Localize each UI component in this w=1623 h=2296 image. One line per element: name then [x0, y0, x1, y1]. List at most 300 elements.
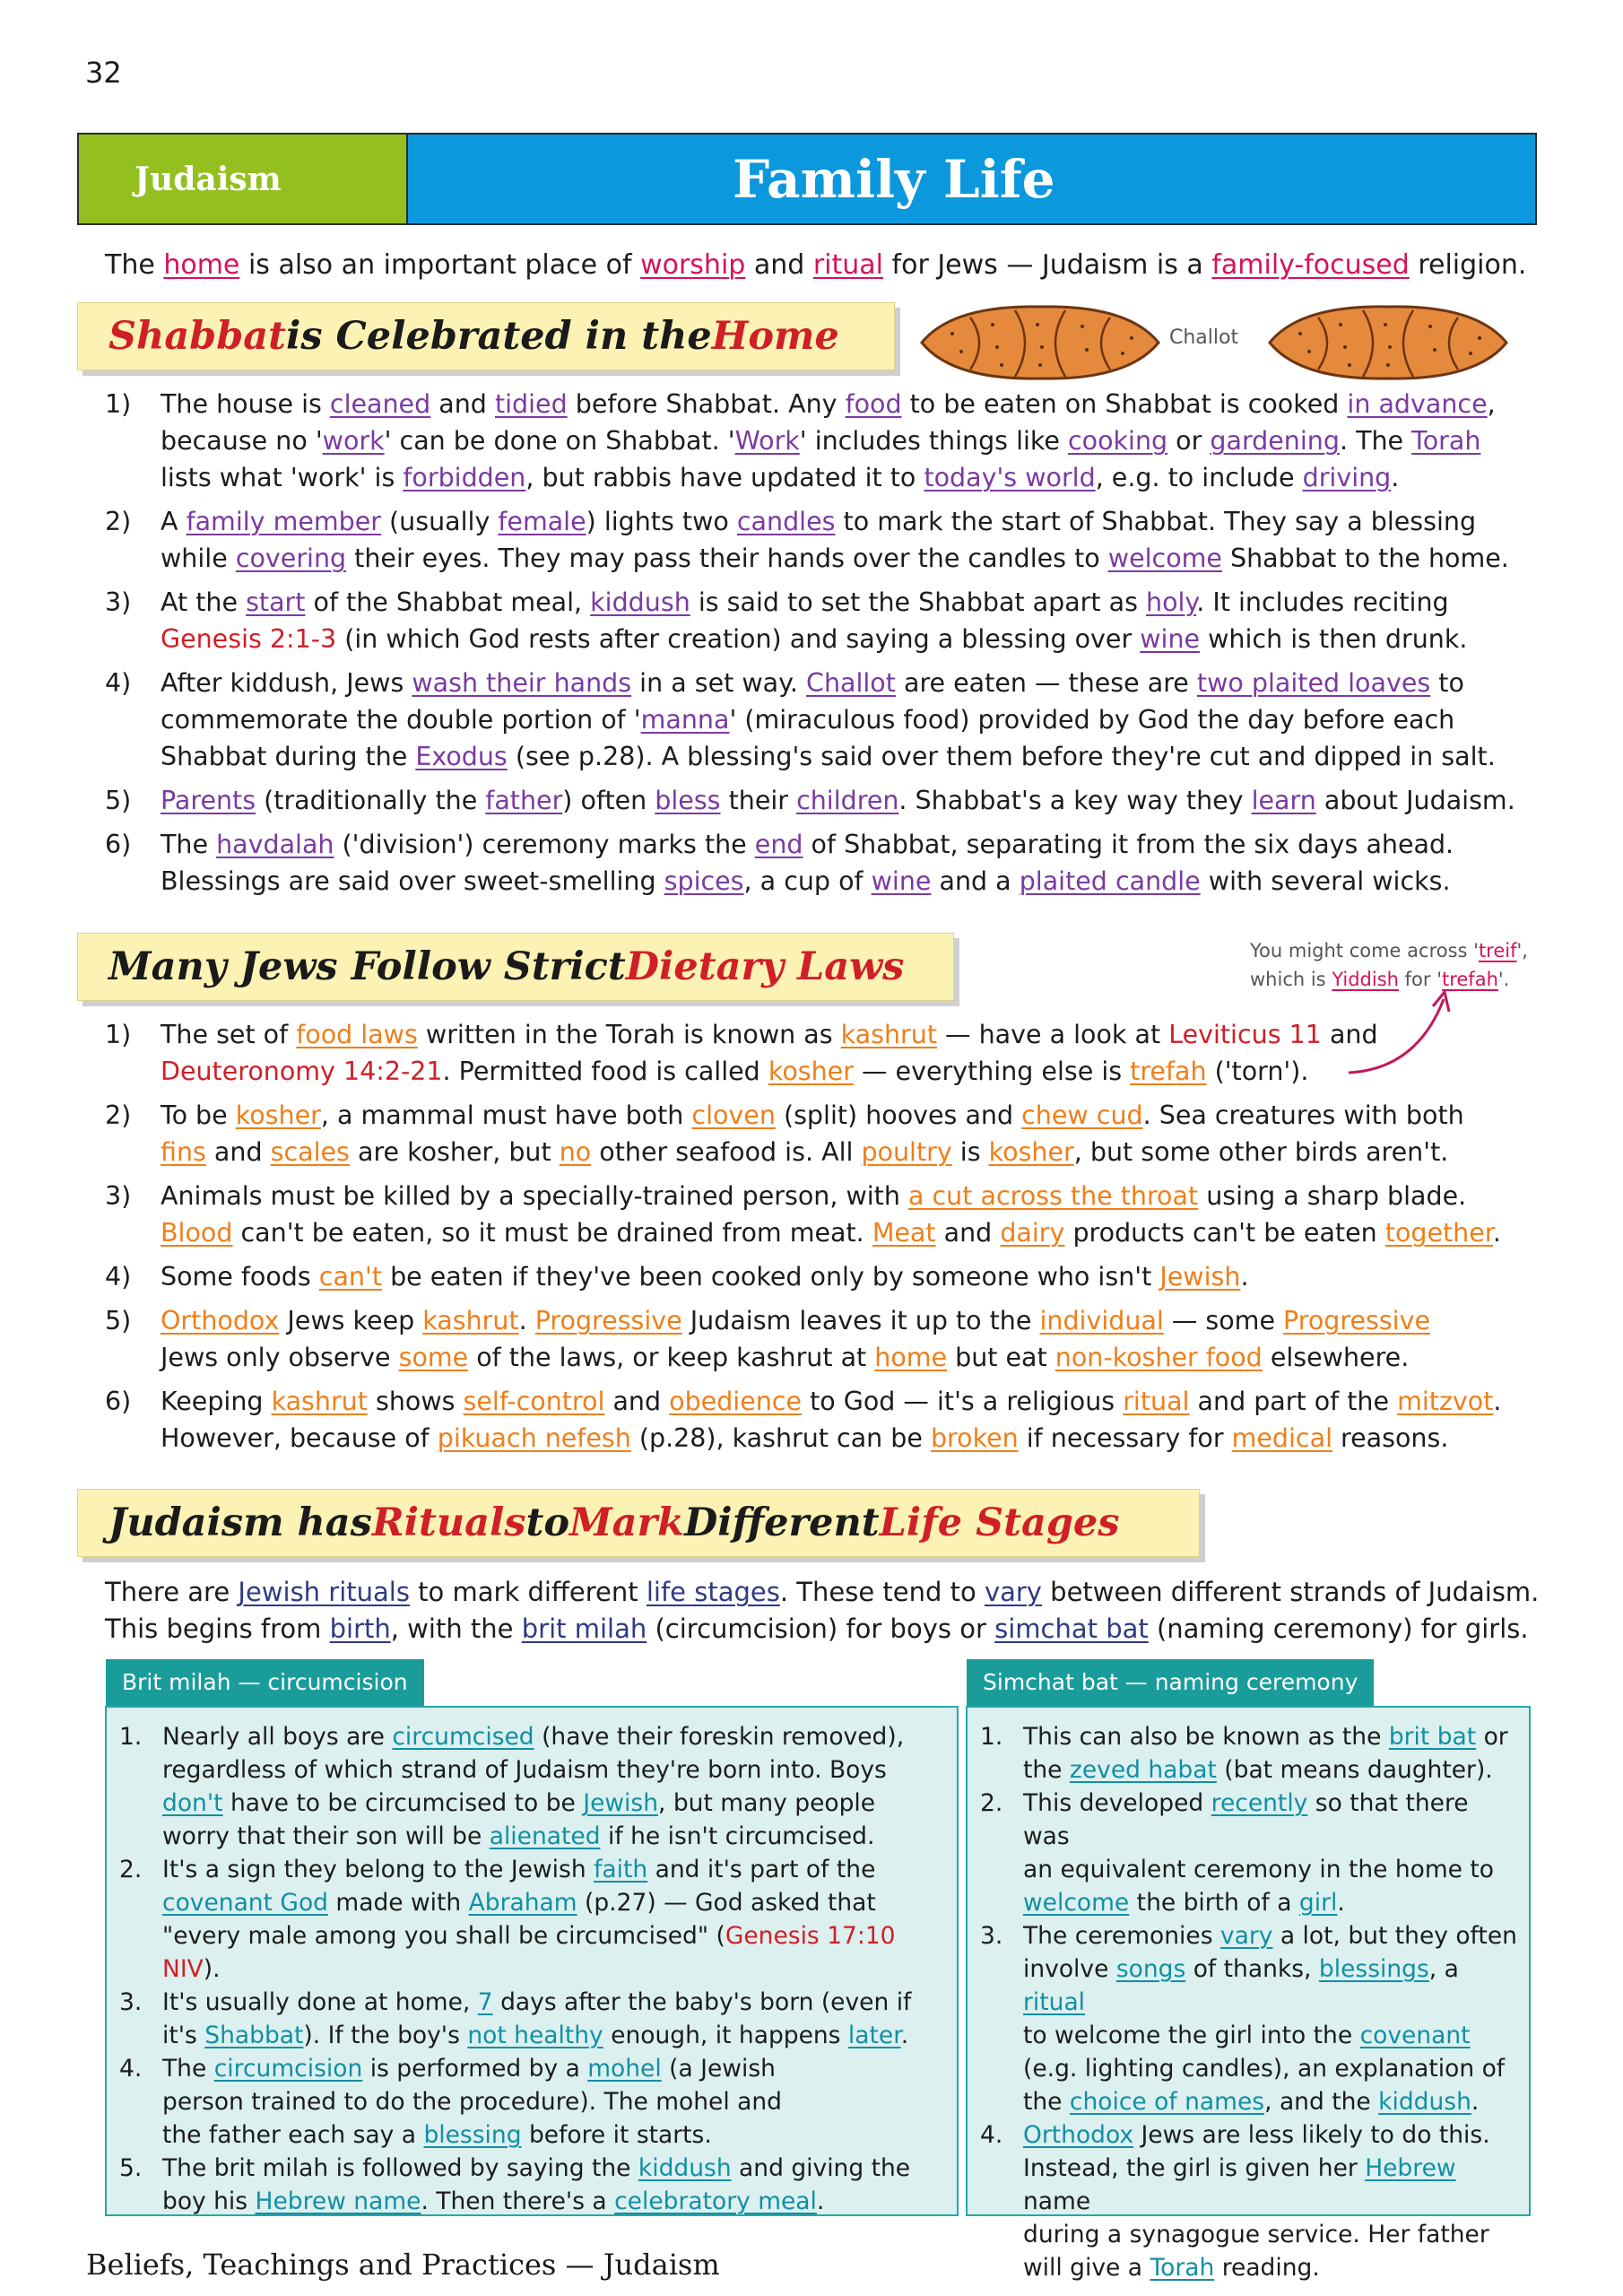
keyword: Abraham — [468, 1889, 577, 1917]
keyword: together — [1384, 1218, 1493, 1248]
text: with several wicks. — [1200, 866, 1451, 896]
text: Shabbat to the home. — [1221, 544, 1509, 573]
section-heading-life-stages — [77, 1489, 1200, 1557]
keyword: later — [847, 2022, 901, 2049]
keyword: today's world — [924, 463, 1096, 492]
keyword: Work — [734, 426, 800, 456]
keyword: scales — [270, 1137, 350, 1167]
text: elsewhere. — [1262, 1343, 1410, 1372]
text: lists what 'work' is — [161, 463, 404, 492]
list-number: 1. — [119, 1723, 143, 1751]
text: . Permitted food is called — [442, 1057, 768, 1086]
dietary-list — [105, 1016, 1540, 1464]
keyword: Meat — [872, 1218, 936, 1248]
text: of the Shabbat meal, — [305, 587, 591, 617]
text: reasons. — [1332, 1423, 1449, 1453]
keyword: family member — [186, 507, 381, 536]
challah-bread-icon — [916, 298, 1164, 387]
text: . — [1337, 1889, 1345, 1917]
list-item — [119, 2152, 944, 2218]
list-item — [980, 2118, 1518, 2284]
text: to welcome the girl into the — [1023, 2022, 1360, 2049]
keyword: gardening — [1210, 426, 1340, 456]
keyword: broken — [930, 1423, 1019, 1453]
side-note — [1250, 936, 1528, 994]
list-item — [105, 1383, 1540, 1457]
text: boy his — [162, 2187, 256, 2215]
scripture-reference: Genesis 2:1-3 — [161, 624, 337, 654]
text: and — [430, 389, 495, 419]
text: an equivalent ceremony in the home to — [1023, 1856, 1495, 1883]
text: The — [161, 830, 217, 859]
keyword: Jewish — [1159, 1262, 1241, 1292]
keyword: trefah — [1441, 969, 1498, 990]
list-number: 3. — [980, 1922, 1003, 1950]
text: their — [720, 786, 797, 815]
text: have to be circumcised to be — [222, 1789, 584, 1817]
text: of the laws, or keep kashrut at — [468, 1343, 875, 1372]
shabbat-list — [105, 386, 1540, 907]
keyword: kiddush — [590, 587, 690, 617]
keyword: manna — [640, 705, 730, 735]
text: After kiddush, Jews — [161, 668, 412, 698]
keyword: kosher — [235, 1100, 321, 1130]
list-number: 3) — [105, 1181, 132, 1211]
list-number: 5) — [105, 1306, 132, 1335]
heading-text: Home — [711, 314, 839, 359]
keyword: food — [845, 389, 902, 419]
text: Jews keep — [279, 1306, 423, 1335]
text: Some foods — [161, 1262, 319, 1292]
keyword: learn — [1251, 786, 1316, 815]
text: , a mammal must have both — [320, 1100, 692, 1130]
keyword: can't — [318, 1262, 383, 1292]
text: — some — [1163, 1306, 1284, 1335]
keyword: holy — [1146, 587, 1197, 617]
heading-text: Rituals — [371, 1500, 526, 1545]
text: This can also be known as the — [1023, 1723, 1389, 1751]
intro-paragraph — [105, 249, 1526, 281]
text: worry that their son will be — [162, 1822, 490, 1850]
keyword: kashrut — [840, 1020, 937, 1049]
text: it's — [162, 2022, 205, 2049]
keyword: home — [163, 249, 240, 281]
keyword: kosher — [988, 1137, 1074, 1167]
scripture-reference: Deuteronomy 14:2-21 — [161, 1057, 443, 1086]
text: . These tend to — [779, 1577, 985, 1607]
keyword: covering — [235, 544, 347, 573]
text: ' (miraculous food) provided by God the day before each — [729, 705, 1455, 735]
heading-text: Different — [683, 1500, 880, 1545]
text: . Sea creatures with both — [1142, 1100, 1464, 1130]
text: This begins from — [105, 1613, 330, 1644]
text: Jews only observe — [161, 1343, 399, 1372]
keyword: a cut across the throat — [907, 1181, 1199, 1211]
heading-text: Mark — [569, 1500, 684, 1545]
keyword: not healthy — [467, 2022, 603, 2049]
keyword: brit bat — [1388, 1723, 1477, 1751]
text: . It includes reciting — [1196, 587, 1449, 617]
text: to God — it's a religious — [802, 1387, 1124, 1416]
keyword: havdalah — [216, 830, 334, 859]
text: shows — [367, 1387, 464, 1416]
keyword: end — [754, 830, 803, 859]
list-number: 5. — [119, 2154, 143, 2182]
text: (split) hooves and — [775, 1100, 1022, 1130]
keyword: kashrut — [422, 1306, 519, 1335]
text: , — [1487, 389, 1496, 419]
text: . — [816, 2187, 825, 2215]
list-item — [105, 386, 1540, 496]
text: ) often — [562, 786, 655, 815]
keyword: trefah — [1130, 1057, 1207, 1086]
list-number: 2. — [980, 1789, 1003, 1817]
keyword: songs — [1115, 1955, 1186, 1983]
keyword: 7 — [477, 1988, 493, 2016]
text: are eaten — these are — [895, 668, 1197, 698]
keyword: in advance — [1347, 389, 1488, 419]
text: There are — [105, 1577, 239, 1607]
scripture-reference: Genesis 17:10 NIV — [162, 1922, 896, 1983]
keyword: covenant God — [162, 1889, 328, 1917]
keyword: choice of names — [1069, 2088, 1265, 2116]
text: ' includes things like — [799, 426, 1068, 456]
text: to — [1430, 668, 1464, 698]
text: Animals must be killed by a specially-trained person, with — [161, 1181, 908, 1211]
section-heading-shabbat — [77, 302, 895, 370]
text: involve — [1023, 1955, 1116, 1983]
list-number: 6) — [105, 830, 132, 859]
keyword: kashrut — [271, 1387, 368, 1416]
text: Judaism leaves it up to the — [681, 1306, 1040, 1335]
text: . Then there's a — [421, 2187, 615, 2215]
keyword: zeved habat — [1069, 1756, 1217, 1784]
text: ). If the boy's — [303, 2022, 468, 2049]
text: commemorate the double portion of ' — [161, 705, 641, 735]
keyword: dairy — [1000, 1218, 1065, 1248]
keyword: Parents — [161, 786, 256, 815]
heading-text: Many Jews Follow Strict — [108, 944, 626, 989]
keyword: home — [874, 1343, 948, 1372]
text: which is then drunk. — [1200, 624, 1468, 654]
text: and — [1321, 1020, 1378, 1049]
text: written in the Torah is known as — [417, 1020, 841, 1049]
text: (circumcision) for boys or — [647, 1613, 995, 1644]
keyword: pikuach nefesh — [437, 1423, 631, 1453]
text: will give a — [1023, 2254, 1150, 2282]
list-number: 5) — [105, 786, 132, 815]
text: The set of — [161, 1020, 297, 1049]
text: the birth of a — [1129, 1889, 1299, 1917]
text: and — [935, 1218, 1001, 1248]
text: , and the — [1264, 2088, 1379, 2116]
text: "every male among you shall be circumcised" ( — [162, 1922, 725, 1950]
text: and giving the — [731, 2154, 911, 2182]
intro-text: and — [745, 249, 813, 281]
note-text: ', — [1516, 940, 1528, 961]
text: (traditionally the — [256, 786, 486, 815]
list-item — [119, 1720, 944, 1853]
keyword: Jewish — [583, 1789, 659, 1817]
text: . The — [1339, 426, 1412, 456]
heading-text: Shabbat — [108, 314, 287, 359]
text: person trained to do the procedure). The mohel and — [162, 2088, 783, 2116]
text: is performed by a — [362, 2055, 588, 2083]
keyword: candles — [736, 507, 836, 536]
text: It's a sign they belong to the Jewish — [162, 1856, 595, 1883]
text: The ceremonies — [1023, 1922, 1220, 1950]
text: because no ' — [161, 426, 323, 456]
keyword: ritual — [1023, 1988, 1086, 2016]
page-header — [77, 133, 1537, 225]
keyword: welcome — [1023, 1889, 1130, 1917]
keyword: simchat bat — [994, 1613, 1149, 1644]
keyword: Progressive — [1283, 1306, 1430, 1335]
keyword: mohel — [587, 2055, 662, 2083]
text: Blessings are said over sweet-smelling — [161, 866, 664, 896]
keyword: don't — [162, 1789, 223, 1817]
list-number: 2. — [119, 1856, 143, 1883]
text: regardless of which strand of Judaism they're born into. Boys — [162, 1756, 887, 1784]
text: reading. — [1214, 2254, 1320, 2282]
keyword: individual — [1039, 1306, 1164, 1335]
keyword: Challot — [806, 668, 896, 698]
list-item — [119, 1853, 944, 1986]
keyword: ritual — [812, 249, 884, 281]
list-number: 3) — [105, 587, 132, 617]
list-item — [105, 665, 1540, 775]
text: At the — [161, 587, 247, 617]
keyword: Jewish rituals — [238, 1577, 410, 1607]
list-item — [105, 1097, 1540, 1170]
text: However, because of — [161, 1423, 438, 1453]
keyword: Hebrew name — [255, 2187, 421, 2215]
keyword: poultry — [861, 1137, 952, 1167]
keyword: wash their hands — [412, 668, 632, 698]
keyword: Shabbat — [204, 2022, 304, 2049]
keyword: kosher — [768, 1057, 854, 1086]
intro-text: is also an important place of — [239, 249, 641, 281]
keyword: medical — [1231, 1423, 1332, 1453]
text: — everything else is — [853, 1057, 1131, 1086]
text: — have a look at — [937, 1020, 1169, 1049]
text: products can't be eaten — [1064, 1218, 1385, 1248]
list-item — [105, 503, 1540, 577]
text: days after the baby's born (even if — [492, 1988, 912, 2016]
text: , with the — [390, 1613, 522, 1644]
keyword: vary — [984, 1577, 1042, 1607]
list-number: 3. — [119, 1988, 143, 2016]
bread-caption: Challot — [1169, 326, 1239, 349]
keyword: brit milah — [521, 1613, 647, 1644]
simchat-bat-box — [966, 1706, 1531, 2282]
brit-milah-list — [119, 1720, 944, 2218]
simchat-bat-list — [980, 1720, 1518, 2284]
text: before it starts. — [521, 2121, 712, 2149]
text: , e.g. to include — [1095, 463, 1303, 492]
note-text: which is — [1250, 969, 1332, 990]
text: . — [1240, 1262, 1249, 1292]
list-item — [980, 1919, 1518, 2118]
heading-text: is Celebrated in the — [286, 314, 712, 359]
life-stages-intro — [105, 1574, 1540, 1648]
text: The — [162, 2055, 214, 2083]
text: is — [951, 1137, 989, 1167]
text: is said to set the Shabbat apart as — [690, 587, 1146, 617]
text: so that there was — [1023, 1789, 1469, 1850]
keyword: tidied — [494, 389, 568, 419]
text: or — [1167, 426, 1211, 456]
text: . — [1493, 1387, 1502, 1416]
keyword: life stages — [646, 1577, 780, 1607]
box-title-simchat-bat: Simchat bat — naming ceremony — [967, 1659, 1374, 1706]
list-item — [105, 782, 1540, 819]
keyword: faith — [594, 1856, 648, 1883]
text: the — [1023, 2088, 1070, 2116]
keyword: girl — [1298, 1889, 1338, 1917]
challah-bread-icon — [1264, 298, 1512, 387]
text: . — [1492, 1218, 1501, 1248]
text: . — [1471, 2088, 1480, 2116]
keyword: cloven — [691, 1100, 776, 1130]
keyword: kiddush — [638, 2154, 732, 2182]
text: , a cup of — [743, 866, 872, 896]
keyword: female — [498, 507, 586, 536]
text: (p.28), kashrut can be — [630, 1423, 931, 1453]
text: made with — [327, 1889, 469, 1917]
text: and — [604, 1387, 670, 1416]
keyword: some — [398, 1343, 469, 1372]
keyword: covenant — [1359, 2022, 1471, 2049]
text: , but some other birds aren't. — [1073, 1137, 1449, 1167]
keyword: Orthodox — [161, 1306, 280, 1335]
text: Instead, the girl is given her — [1023, 2154, 1366, 2182]
text: in a set way. — [631, 668, 807, 698]
text: or — [1476, 1723, 1508, 1751]
keyword: worship — [640, 249, 746, 281]
keyword: forbidden — [403, 463, 526, 492]
list-item — [980, 1787, 1518, 1919]
text: (usually — [381, 507, 499, 536]
list-item — [105, 1258, 1540, 1295]
keyword: father — [485, 786, 563, 815]
text: and — [205, 1137, 271, 1167]
keyword: start — [246, 587, 306, 617]
text: (p.27) — God asked that — [577, 1889, 876, 1917]
text: the — [1023, 1756, 1070, 1784]
text: ' can be done on Shabbat. ' — [384, 426, 735, 456]
list-item — [105, 1016, 1540, 1090]
subject-label: Judaism — [79, 135, 408, 223]
list-number: 4. — [980, 2121, 1003, 2149]
keyword: mitzvot — [1397, 1387, 1494, 1416]
page-footer: Beliefs, Teachings and Practices — Judaism — [86, 2248, 720, 2282]
text: . — [518, 1306, 535, 1335]
text: . — [900, 2022, 909, 2049]
text: of thanks, — [1185, 1955, 1319, 1983]
text: and part of the — [1189, 1387, 1398, 1416]
text: ('torn'). — [1206, 1057, 1309, 1086]
page-number: 32 — [85, 56, 122, 90]
list-item — [105, 584, 1540, 657]
text: , a — [1428, 1955, 1459, 1983]
keyword: celebratory meal — [614, 2187, 817, 2215]
list-number: 1) — [105, 389, 132, 419]
text: to mark different — [409, 1577, 647, 1607]
intro-text: The — [105, 249, 164, 281]
list-number: 6) — [105, 1387, 132, 1416]
keyword: cleaned — [329, 389, 431, 419]
text: using a sharp blade. — [1198, 1181, 1467, 1211]
list-item — [105, 826, 1540, 900]
keyword: circumcision — [213, 2055, 363, 2083]
list-number: 4) — [105, 1262, 132, 1292]
keyword: blessing — [423, 2121, 522, 2149]
keyword: recently — [1211, 1789, 1308, 1817]
keyword: Progressive — [534, 1306, 682, 1335]
keyword: Exodus — [415, 742, 508, 771]
section-heading-dietary — [77, 933, 954, 1001]
keyword: spices — [664, 866, 744, 896]
intro-text: for Jews — Judaism is a — [883, 249, 1212, 281]
box-title-brit-milah: Brit milah — circumcision — [106, 1659, 424, 1706]
text: the father each say a — [162, 2121, 424, 2149]
text: . Shabbat's a key way they — [898, 786, 1252, 815]
text: if he isn't circumcised. — [600, 1822, 875, 1850]
text: between different strands of Judaism. — [1041, 1577, 1540, 1607]
text: Keeping — [161, 1387, 272, 1416]
keyword: Blood — [161, 1218, 233, 1248]
text: A — [161, 507, 187, 536]
text: are kosher, but — [349, 1137, 560, 1167]
scripture-reference: Leviticus 11 — [1168, 1020, 1322, 1049]
keyword: Torah — [1150, 2254, 1215, 2282]
keyword: wine — [871, 866, 932, 896]
list-number: 1) — [105, 1020, 132, 1049]
keyword: welcome — [1107, 544, 1222, 573]
text: , but many people — [658, 1789, 876, 1817]
keyword: children — [796, 786, 899, 815]
keyword: driving — [1302, 463, 1392, 492]
keyword: ritual — [1123, 1387, 1190, 1416]
keyword: treif — [1478, 940, 1517, 961]
text: a lot, but they often — [1272, 1922, 1517, 1950]
brit-milah-box — [105, 1706, 959, 2216]
text: The house is — [161, 389, 330, 419]
text: while — [161, 544, 236, 573]
note-text: '. — [1497, 969, 1510, 990]
intro-text: religion. — [1409, 249, 1527, 281]
keyword: blessings — [1318, 1955, 1429, 1983]
list-item — [980, 1720, 1518, 1787]
keyword: Torah — [1411, 426, 1481, 456]
keyword: plaited candle — [1019, 866, 1201, 896]
text: name — [1023, 2187, 1091, 2215]
text: It's usually done at home, — [162, 1988, 478, 2016]
keyword: obedience — [669, 1387, 803, 1416]
keyword: circumcised — [392, 1723, 534, 1751]
keyword: wine — [1140, 624, 1201, 654]
text: (a Jewish — [661, 2055, 776, 2083]
keyword: cooking — [1068, 426, 1168, 456]
keyword: non-kosher food — [1055, 1343, 1263, 1372]
text: (e.g. lighting candles), an explanation of — [1023, 2055, 1506, 2083]
keyword: fins — [161, 1137, 206, 1167]
list-item — [105, 1302, 1540, 1376]
heading-text: Life Stages — [879, 1500, 1120, 1545]
keyword: Orthodox — [1023, 2121, 1134, 2149]
keyword: vary — [1219, 1922, 1273, 1950]
